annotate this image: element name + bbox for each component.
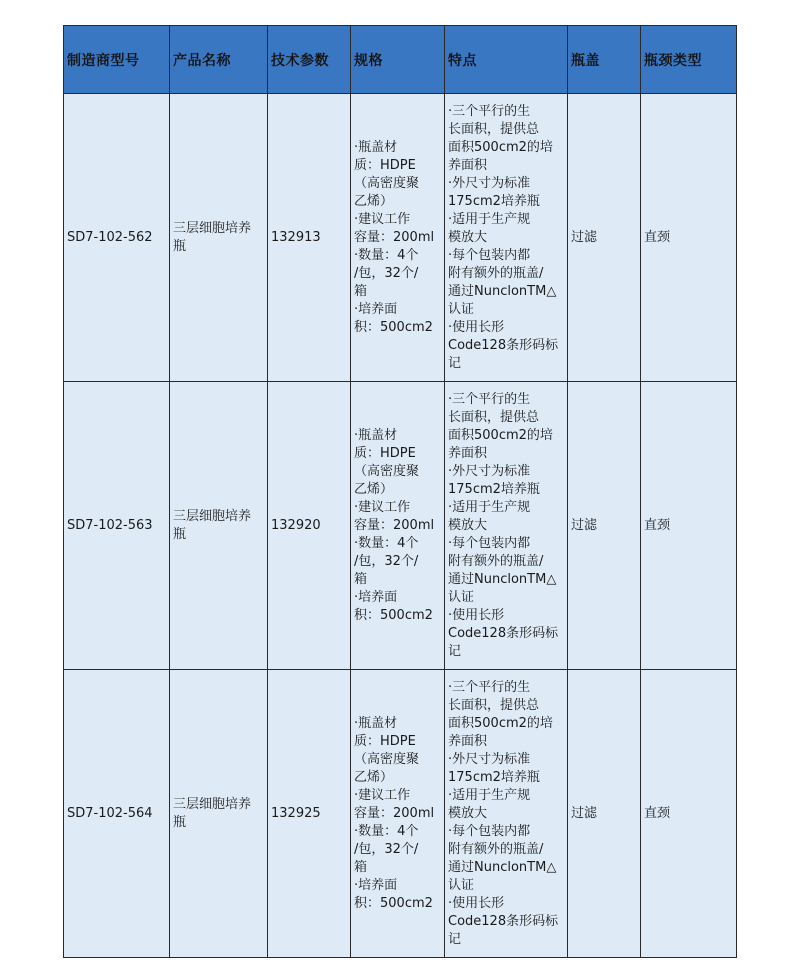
cell-features-line: 模放大 <box>448 805 488 821</box>
table-row <box>64 94 737 382</box>
cell-cap <box>568 670 641 958</box>
cell-spec-line: ·培养面 <box>354 589 398 605</box>
header-tech-param: 技术参数 <box>268 26 351 94</box>
cell-spec-line: 质：HDPE <box>354 157 416 173</box>
cell-features-line: ·外尺寸为标准 <box>448 463 531 479</box>
cell-features-line: 附有额外的瓶盖/ <box>448 553 544 569</box>
cell-features-line: 模放大 <box>448 229 488 245</box>
cell-product-name <box>170 94 268 382</box>
cell-features-line: 175cm2培养瓶 <box>448 193 540 209</box>
cell-features-line: ·三个平行的生 <box>448 103 531 119</box>
cell-features-line: ·使用长形 <box>448 607 505 623</box>
cell-features-line: ·适用于生产规 <box>448 211 531 227</box>
cell-features-line: ·每个包装内都 <box>448 535 531 551</box>
cell-product-name-line: 瓶 <box>173 526 187 542</box>
cell-spec-line: 容量：200ml <box>354 229 435 245</box>
cell-product-name-line: 瓶 <box>173 238 187 254</box>
cell-product-name <box>170 382 268 670</box>
cell-spec <box>351 94 445 382</box>
cell-spec-line: ·建议工作 <box>354 787 411 803</box>
cell-features-line: 面积500cm2的培 <box>448 715 553 731</box>
cell-neck-type <box>641 670 737 958</box>
cell-spec-line: /包，32个/ <box>354 841 419 857</box>
cell-model-text: SD7-102-564 <box>67 805 153 821</box>
cell-features-line: 记 <box>448 931 462 947</box>
cell-spec-line: 积：500cm2 <box>354 607 433 623</box>
cell-features-line: 175cm2培养瓶 <box>448 481 540 497</box>
cell-tech-param-text: 132925 <box>271 805 321 821</box>
cell-spec-line: 箱 <box>354 859 368 875</box>
cell-spec-line: ·数量：4个 <box>354 823 419 839</box>
cell-cap <box>568 94 641 382</box>
cell-model-text: SD7-102-562 <box>67 229 153 245</box>
cell-product-name <box>170 670 268 958</box>
header-cap: 瓶盖 <box>568 26 641 94</box>
cell-features-line: 长面积，提供总 <box>448 409 540 425</box>
cell-model-text: SD7-102-563 <box>67 517 153 533</box>
cell-spec-line: ·瓶盖材 <box>354 139 398 155</box>
header-features: 特点 <box>445 26 568 94</box>
cell-features <box>445 94 568 382</box>
cell-features-line: 面积500cm2的培 <box>448 427 553 443</box>
header-spec: 规格 <box>351 26 445 94</box>
cell-cap-text: 过滤 <box>571 805 598 821</box>
cell-features-line: 记 <box>448 355 462 371</box>
cell-spec-line: ·数量：4个 <box>354 247 419 263</box>
cell-tech-param <box>268 670 351 958</box>
cell-features <box>445 670 568 958</box>
cell-spec-line: 积：500cm2 <box>354 895 433 911</box>
cell-features-line: ·每个包装内都 <box>448 823 531 839</box>
cell-features-line: Code128条形码标 <box>448 337 559 353</box>
cell-spec <box>351 382 445 670</box>
cell-neck-type <box>641 94 737 382</box>
header-product-name: 产品名称 <box>170 26 268 94</box>
cell-features-line: ·三个平行的生 <box>448 391 531 407</box>
header-neck-type: 瓶颈类型 <box>641 26 737 94</box>
table-row <box>64 670 737 958</box>
cell-features-line: 长面积，提供总 <box>448 697 540 713</box>
cell-model <box>64 94 170 382</box>
cell-features-line: 认证 <box>448 877 475 893</box>
cell-tech-param-text: 132920 <box>271 517 321 533</box>
cell-features-line: ·适用于生产规 <box>448 787 531 803</box>
cell-spec-line: ·瓶盖材 <box>354 715 398 731</box>
header-model: 制造商型号 <box>64 26 170 94</box>
cell-neck-type <box>641 382 737 670</box>
cell-spec-line: 乙烯） <box>354 769 394 785</box>
cell-features-line: ·三个平行的生 <box>448 679 531 695</box>
cell-cap <box>568 382 641 670</box>
cell-spec-line: 箱 <box>354 571 368 587</box>
cell-features-line: 记 <box>448 643 462 659</box>
cell-cap-text: 过滤 <box>571 229 598 245</box>
cell-neck-type-text: 直颈 <box>644 517 671 533</box>
cell-spec-line: ·瓶盖材 <box>354 427 398 443</box>
cell-spec-line: /包，32个/ <box>354 265 419 281</box>
cell-product-name-line: 瓶 <box>173 814 187 830</box>
cell-features-line: 面积500cm2的培 <box>448 139 553 155</box>
cell-features-line: ·外尺寸为标准 <box>448 175 531 191</box>
cell-spec-line: （高密度聚 <box>354 463 420 479</box>
cell-features-line: ·适用于生产规 <box>448 499 531 515</box>
cell-spec-line: 容量：200ml <box>354 517 435 533</box>
cell-features-line: 175cm2培养瓶 <box>448 769 540 785</box>
cell-features-line: 通过NunclonTM△ <box>448 283 557 299</box>
cell-spec-line: ·培养面 <box>354 877 398 893</box>
cell-features-line: 认证 <box>448 589 475 605</box>
cell-features-line: 通过NunclonTM△ <box>448 571 557 587</box>
cell-product-name-line: 三层细胞培养 <box>173 220 252 236</box>
cell-features-line: 通过NunclonTM△ <box>448 859 557 875</box>
cell-spec-line: 容量：200ml <box>354 805 435 821</box>
cell-tech-param-text: 132913 <box>271 229 321 245</box>
cell-spec-line: 乙烯） <box>354 193 394 209</box>
cell-spec-line: ·培养面 <box>354 301 398 317</box>
cell-product-name-line: 三层细胞培养 <box>173 508 252 524</box>
table-row <box>64 382 737 670</box>
cell-features-line: 认证 <box>448 301 475 317</box>
cell-features <box>445 382 568 670</box>
cell-model <box>64 382 170 670</box>
cell-features-line: ·使用长形 <box>448 895 505 911</box>
cell-features-line: Code128条形码标 <box>448 625 559 641</box>
cell-spec-line: /包，32个/ <box>354 553 419 569</box>
cell-features-line: Code128条形码标 <box>448 913 559 929</box>
cell-features-line: 养面积 <box>448 445 488 461</box>
header-row <box>64 26 737 94</box>
cell-spec-line: 箱 <box>354 283 368 299</box>
cell-spec-line: （高密度聚 <box>354 751 420 767</box>
cell-features-line: ·使用长形 <box>448 319 505 335</box>
cell-spec-line: 质：HDPE <box>354 733 416 749</box>
cell-features-line: 养面积 <box>448 733 488 749</box>
cell-cap-text: 过滤 <box>571 517 598 533</box>
cell-spec-line: 乙烯） <box>354 481 394 497</box>
cell-features-line: 模放大 <box>448 517 488 533</box>
cell-spec-line: 质：HDPE <box>354 445 416 461</box>
cell-tech-param <box>268 382 351 670</box>
cell-tech-param <box>268 94 351 382</box>
cell-features-line: 附有额外的瓶盖/ <box>448 841 544 857</box>
cell-spec-line: ·建议工作 <box>354 211 411 227</box>
product-spec-table <box>63 25 737 958</box>
cell-features-line: ·外尺寸为标准 <box>448 751 531 767</box>
cell-spec-line: 积：500cm2 <box>354 319 433 335</box>
cell-spec <box>351 670 445 958</box>
cell-model <box>64 670 170 958</box>
cell-features-line: 长面积，提供总 <box>448 121 540 137</box>
cell-neck-type-text: 直颈 <box>644 805 671 821</box>
cell-features-line: 附有额外的瓶盖/ <box>448 265 544 281</box>
cell-spec-line: （高密度聚 <box>354 175 420 191</box>
cell-neck-type-text: 直颈 <box>644 229 671 245</box>
cell-features-line: ·每个包装内都 <box>448 247 531 263</box>
cell-features-line: 养面积 <box>448 157 488 173</box>
cell-spec-line: ·建议工作 <box>354 499 411 515</box>
cell-product-name-line: 三层细胞培养 <box>173 796 252 812</box>
cell-spec-line: ·数量：4个 <box>354 535 419 551</box>
